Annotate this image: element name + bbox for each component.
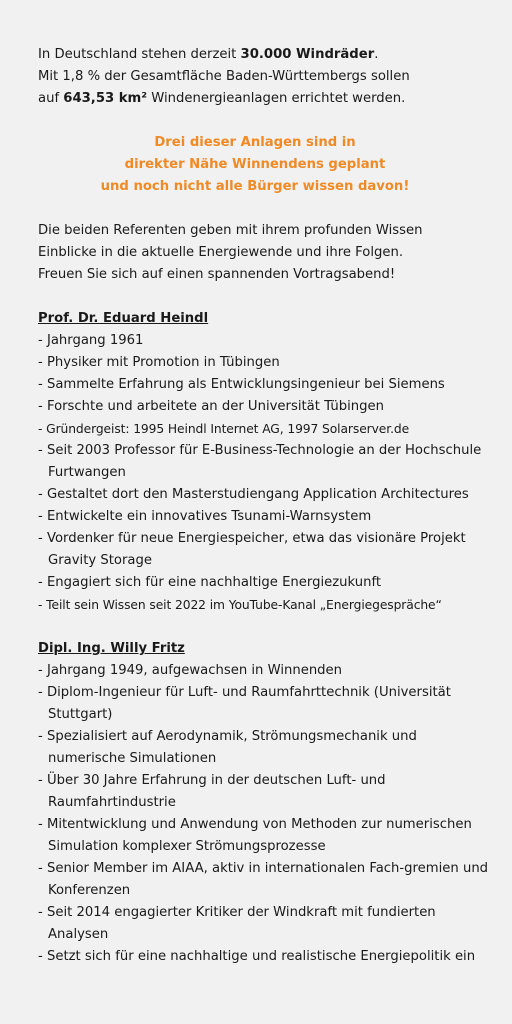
referents-intro-line3: Freuen Sie sich auf einen spannenden Vortragsabend! xyxy=(38,267,396,282)
bio-item: - Spezialisiert auf Aerodynamik, Strömungsmechanik und numerische Simulationen xyxy=(38,726,492,770)
intro-line3-text: auf xyxy=(38,91,64,106)
bio-item: - Mitentwicklung und Anwendung von Methoden zur numerischen Simulation komplexer Strömungsprozesse xyxy=(38,814,492,858)
bio-item: - Teilt sein Wissen seit 2022 im YouTube-Kanal „Energiegespräche“ xyxy=(38,594,492,616)
speaker-name: Dipl. Ing. Willy Fritz xyxy=(38,641,185,656)
bio-item: - Engagiert sich für eine nachhaltige Energiezukunft xyxy=(38,572,492,594)
bio-item: - Gestaltet dort den Masterstudiengang Application Architectures xyxy=(38,484,492,506)
bio-item: - Jahrgang 1949, aufgewachsen in Winnenden xyxy=(38,660,492,682)
speaker-bio-list xyxy=(38,330,492,616)
bio-item: - Sammelte Erfahrung als Entwicklungsingenieur bei Siemens xyxy=(38,374,492,396)
intro-line3-end: Windenergieanlagen errichtet werden. xyxy=(147,91,406,106)
highlight-line1: Drei dieser Anlagen sind in xyxy=(154,135,356,150)
highlight-callout xyxy=(38,132,492,198)
speaker-bio-list xyxy=(38,660,492,968)
intro-line1-text: In Deutschland stehen derzeit xyxy=(38,47,241,62)
bio-item: - Jahrgang 1961 xyxy=(38,330,492,352)
bio-item: - Seit 2003 Professor für E-Business-Technologie an der Hochschule Furtwangen xyxy=(38,440,492,484)
bio-item: - Senior Member im AIAA, aktiv in internationalen Fach-gremien und Konferenzen xyxy=(38,858,492,902)
intro-line1-end: . xyxy=(374,47,379,62)
bio-item: - Vordenker für neue Energiespeicher, etwa das visionäre Projekt Gravity Storage xyxy=(38,528,492,572)
windmill-count: 30.000 Windräder xyxy=(240,47,375,62)
bio-item: - Setzt sich für eine nachhaltige und realistische Energiepolitik ein xyxy=(38,946,492,968)
intro-paragraph xyxy=(38,44,492,110)
highlight-line3: und noch nicht alle Bürger wissen davon! xyxy=(100,179,410,194)
referents-intro-paragraph xyxy=(38,220,492,286)
bio-item: - Forschte und arbeitete an der Universität Tübingen xyxy=(38,396,492,418)
highlight-line2: direkter Nähe Winnendens geplant xyxy=(124,157,386,172)
speaker-name: Prof. Dr. Eduard Heindl xyxy=(38,311,209,326)
referents-intro-line2: Einblicke in die aktuelle Energiewende und ihre Folgen. xyxy=(38,245,404,260)
bio-item: - Gründergeist: 1995 Heindl Internet AG, 1997 Solarserver.de xyxy=(38,418,492,440)
referents-intro-line1: Die beiden Referenten geben mit ihrem profunden Wissen xyxy=(38,223,423,238)
area-value: 643,53 km² xyxy=(63,91,148,106)
bio-item: - Seit 2014 engagierter Kritiker der Windkraft mit fundierten Analysen xyxy=(38,902,492,946)
bio-item: - Diplom-Ingenieur für Luft- und Raumfahrttechnik (Universität Stuttgart) xyxy=(38,682,492,726)
intro-line2-text: Mit 1,8 % der Gesamtfläche Baden-Württembergs sollen xyxy=(38,69,410,84)
bio-item: - Über 30 Jahre Erfahrung in der deutschen Luft- und Raumfahrtindustrie xyxy=(38,770,492,814)
speaker-fritz xyxy=(38,638,492,968)
speaker-heindl xyxy=(38,308,492,616)
bio-item: - Entwickelte ein innovatives Tsunami-Warnsystem xyxy=(38,506,492,528)
bio-item: - Physiker mit Promotion in Tübingen xyxy=(38,352,492,374)
